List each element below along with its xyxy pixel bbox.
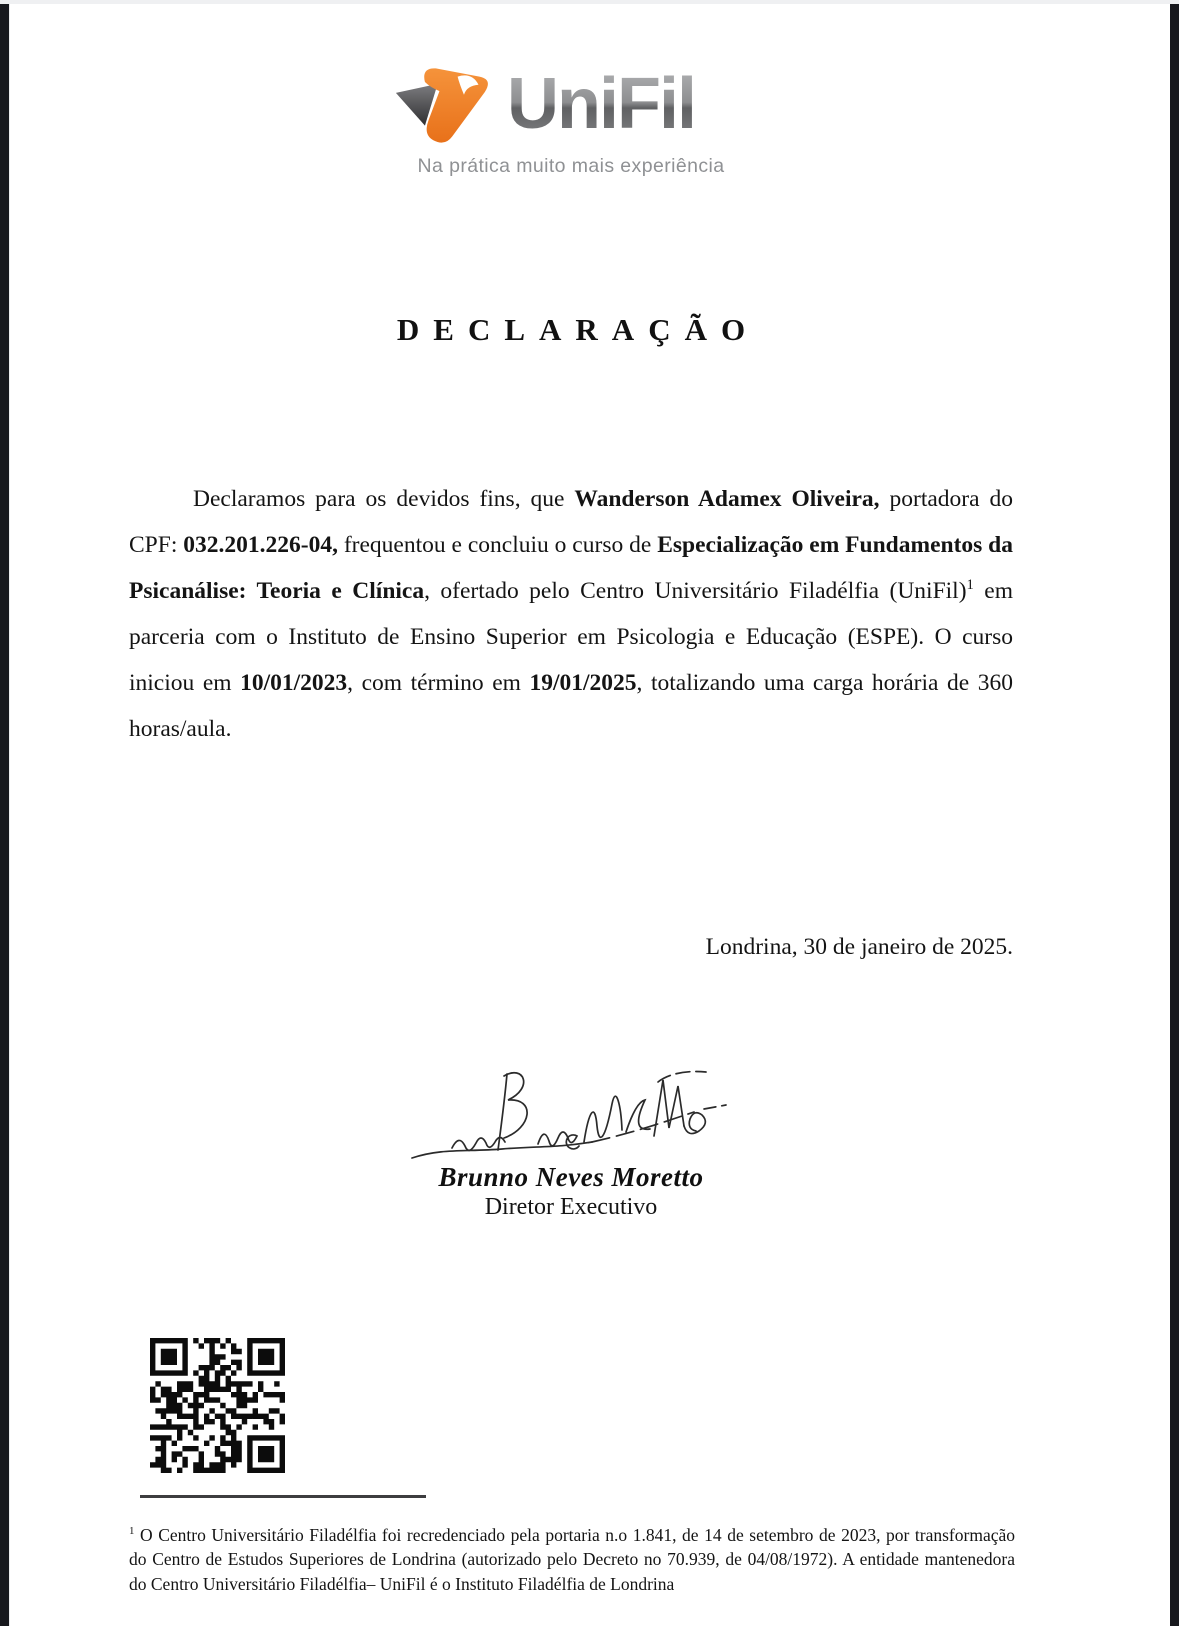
left-edge-band [0, 3, 9, 1626]
unifil-eagle-icon [385, 56, 503, 153]
unifil-logo [129, 56, 1013, 178]
footnote-text: $^1$ O Centro Universitário Filadélfia foi recredenciado pela portaria n.o 1.841, de 14 de setembro de 2023, por transformação do Centro de Estudos Superiores de Londrina (autorizado pelo Decreto no 70.939, de 04/08/1972). A entidade mantenedora do Centro Universitário Filadélfia– UniFil é o Instituto Filadélfia de Londrina [129, 1524, 1015, 1594]
top-edge-band [0, 0, 1179, 4]
document-title: DECLARAÇÃO [396, 312, 760, 347]
signature-scribble-icon [406, 1062, 736, 1172]
logo-tagline: Na prática muito mais experiência [417, 155, 725, 177]
declaration-body: Declaramos para os devidos fins, que Wanderson Adamex Oliveira, portadora do CPF: 032.201.226-04, frequentou e concluiu o curso de Especialização em Fundamentos da Psicanálise: Teoria e Clínica, ofertado pelo Centro Universitário Filadélfia (UniFil)$^1$ em parceria com o Instituto de Ensino Superior em Psicologia e Educação (ESPE). O curso iniciou em 10/01/2023, com término em 19/01/2025, totalizando uma carga horária de 360 horas/aula. [129, 485, 1014, 742]
unifil-wordmark [507, 62, 757, 147]
footnote-separator [140, 1495, 426, 1498]
right-edge-band [1170, 3, 1179, 1626]
signer-role: Diretor Executivo [484, 1194, 658, 1220]
declaration-sheet [9, 4, 1172, 1626]
brand-text: UniFil [507, 64, 695, 142]
signer-name: Brunno Neves Moretto [438, 1162, 704, 1192]
qr-code [147, 1338, 288, 1473]
signature-block [129, 1062, 1013, 1221]
date-line: Londrina, 30 de janeiro de 2025. [705, 934, 1013, 960]
